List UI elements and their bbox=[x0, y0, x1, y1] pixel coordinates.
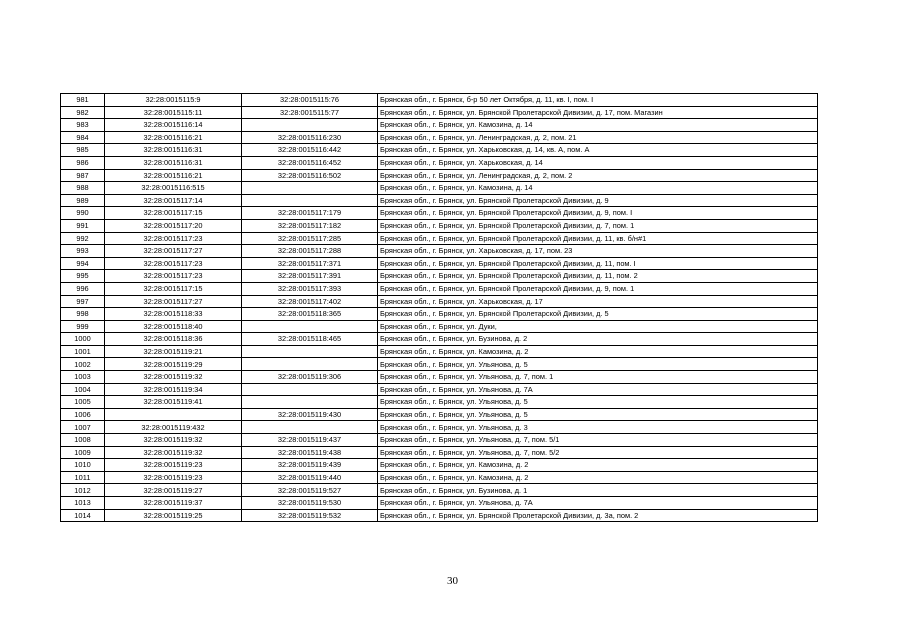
row-number-cell: 984 bbox=[61, 131, 105, 144]
address-cell: Брянская обл., г. Брянск, ул. Ленинградская, д. 2, пом. 2 bbox=[378, 169, 818, 182]
address-cell: Брянская обл., г. Брянск, ул. Ульянова, д. 5 bbox=[378, 358, 818, 371]
cadastral-object-cell: 32:28:0015119:430 bbox=[242, 408, 378, 421]
table-row bbox=[61, 182, 818, 195]
table-row bbox=[61, 396, 818, 409]
address-cell: Брянская обл., г. Брянск, ул. Ульянова, д. 5 bbox=[378, 396, 818, 409]
cadastral-object-cell: 32:28:0015117:179 bbox=[242, 207, 378, 220]
cadastral-parent-cell: 32:28:0015118:33 bbox=[105, 308, 242, 321]
cadastral-object-cell: 32:28:0015117:391 bbox=[242, 270, 378, 283]
address-cell: Брянская обл., г. Брянск, ул. Харьковская, д. 14 bbox=[378, 156, 818, 169]
table-row bbox=[61, 345, 818, 358]
table-row bbox=[61, 509, 818, 522]
row-number-cell: 983 bbox=[61, 119, 105, 132]
row-number-cell: 1007 bbox=[61, 421, 105, 434]
cadastral-parent-cell: 32:28:0015119:32 bbox=[105, 446, 242, 459]
cadastral-parent-cell: 32:28:0015119:23 bbox=[105, 471, 242, 484]
table-row bbox=[61, 333, 818, 346]
registry-table bbox=[60, 93, 818, 522]
cadastral-parent-cell: 32:28:0015116:515 bbox=[105, 182, 242, 195]
address-cell: Брянская обл., г. Брянск, ул. Дуки, bbox=[378, 320, 818, 333]
cadastral-object-cell bbox=[242, 182, 378, 195]
table-row bbox=[61, 282, 818, 295]
cadastral-object-cell bbox=[242, 358, 378, 371]
address-cell: Брянская обл., г. Брянск, ул. Ульянова, д. 7, пом. 5/2 bbox=[378, 446, 818, 459]
cadastral-parent-cell: 32:28:0015117:14 bbox=[105, 194, 242, 207]
row-number-cell: 1009 bbox=[61, 446, 105, 459]
address-cell: Брянская обл., г. Брянск, ул. Брянской Пролетарской Дивизии, д. 3а, пом. 2 bbox=[378, 509, 818, 522]
row-number-cell: 997 bbox=[61, 295, 105, 308]
cadastral-object-cell bbox=[242, 345, 378, 358]
table-row bbox=[61, 320, 818, 333]
address-cell: Брянская обл., г. Брянск, ул. Ульянова, д. 5 bbox=[378, 408, 818, 421]
table-row bbox=[61, 94, 818, 107]
table-row bbox=[61, 484, 818, 497]
row-number-cell: 982 bbox=[61, 106, 105, 119]
cadastral-parent-cell: 32:28:0015117:15 bbox=[105, 207, 242, 220]
cadastral-parent-cell: 32:28:0015116:21 bbox=[105, 169, 242, 182]
cadastral-parent-cell: 32:28:0015117:27 bbox=[105, 295, 242, 308]
address-cell: Брянская обл., г. Брянск, ул. Камозина, д. 14 bbox=[378, 119, 818, 132]
address-cell: Брянская обл., г. Брянск, ул. Ульянова, д. 7, пом. 1 bbox=[378, 371, 818, 384]
cadastral-object-cell bbox=[242, 194, 378, 207]
table-row bbox=[61, 131, 818, 144]
table-row bbox=[61, 169, 818, 182]
row-number-cell: 985 bbox=[61, 144, 105, 157]
row-number-cell: 1010 bbox=[61, 459, 105, 472]
cadastral-parent-cell: 32:28:0015119:29 bbox=[105, 358, 242, 371]
row-number-cell: 990 bbox=[61, 207, 105, 220]
address-cell: Брянская обл., г. Брянск, ул. Брянской Пролетарской Дивизии, д. 17, пом. Магазин bbox=[378, 106, 818, 119]
row-number-cell: 998 bbox=[61, 308, 105, 321]
cadastral-object-cell: 32:28:0015118:365 bbox=[242, 308, 378, 321]
address-cell: Брянская обл., г. Брянск, ул. Камозина, д. 2 bbox=[378, 459, 818, 472]
cadastral-object-cell: 32:28:0015119:438 bbox=[242, 446, 378, 459]
table-row bbox=[61, 295, 818, 308]
cadastral-object-cell: 32:28:0015119:440 bbox=[242, 471, 378, 484]
cadastral-object-cell: 32:28:0015115:76 bbox=[242, 94, 378, 107]
cadastral-object-cell: 32:28:0015119:527 bbox=[242, 484, 378, 497]
cadastral-parent-cell: 32:28:0015115:9 bbox=[105, 94, 242, 107]
cadastral-object-cell: 32:28:0015117:182 bbox=[242, 219, 378, 232]
cadastral-parent-cell: 32:28:0015117:27 bbox=[105, 245, 242, 258]
table-row bbox=[61, 459, 818, 472]
cadastral-parent-cell: 32:28:0015119:34 bbox=[105, 383, 242, 396]
cadastral-object-cell: 32:28:0015119:306 bbox=[242, 371, 378, 384]
table-row bbox=[61, 194, 818, 207]
address-cell: Брянская обл., г. Брянск, ул. Брянской Пролетарской Дивизии, д. 9, пом. 1 bbox=[378, 282, 818, 295]
row-number-cell: 995 bbox=[61, 270, 105, 283]
table-row bbox=[61, 270, 818, 283]
cadastral-object-cell: 32:28:0015117:393 bbox=[242, 282, 378, 295]
cadastral-object-cell: 32:28:0015116:502 bbox=[242, 169, 378, 182]
cadastral-parent-cell: 32:28:0015116:14 bbox=[105, 119, 242, 132]
table-row bbox=[61, 421, 818, 434]
cadastral-object-cell bbox=[242, 320, 378, 333]
cadastral-parent-cell: 32:28:0015117:23 bbox=[105, 232, 242, 245]
row-number-cell: 1005 bbox=[61, 396, 105, 409]
cadastral-parent-cell: 32:28:0015119:32 bbox=[105, 371, 242, 384]
address-cell: Брянская обл., г. Брянск, ул. Ленинградская, д. 2, пом. 21 bbox=[378, 131, 818, 144]
cadastral-object-cell bbox=[242, 396, 378, 409]
row-number-cell: 987 bbox=[61, 169, 105, 182]
table-row bbox=[61, 219, 818, 232]
cadastral-object-cell: 32:28:0015117:402 bbox=[242, 295, 378, 308]
row-number-cell: 1012 bbox=[61, 484, 105, 497]
table-row bbox=[61, 434, 818, 447]
row-number-cell: 1013 bbox=[61, 497, 105, 510]
cadastral-object-cell: 32:28:0015115:77 bbox=[242, 106, 378, 119]
table-row bbox=[61, 408, 818, 421]
table-row bbox=[61, 144, 818, 157]
row-number-cell: 981 bbox=[61, 94, 105, 107]
row-number-cell: 996 bbox=[61, 282, 105, 295]
address-cell: Брянская обл., г. Брянск, ул. Харьковская, д. 17, пом. 23 bbox=[378, 245, 818, 258]
row-number-cell: 1000 bbox=[61, 333, 105, 346]
row-number-cell: 989 bbox=[61, 194, 105, 207]
address-cell: Брянская обл., г. Брянск, ул. Ульянова, д. 7А bbox=[378, 383, 818, 396]
row-number-cell: 1003 bbox=[61, 371, 105, 384]
cadastral-object-cell bbox=[242, 119, 378, 132]
cadastral-object-cell: 32:28:0015116:452 bbox=[242, 156, 378, 169]
registry-table-body bbox=[61, 94, 818, 522]
address-cell: Брянская обл., г. Брянск, ул. Брянской Пролетарской Дивизии, д. 7, пом. 1 bbox=[378, 219, 818, 232]
address-cell: Брянская обл., г. Брянск, ул. Камозина, д. 2 bbox=[378, 345, 818, 358]
row-number-cell: 1008 bbox=[61, 434, 105, 447]
table-row bbox=[61, 156, 818, 169]
table-row bbox=[61, 207, 818, 220]
cadastral-parent-cell: 32:28:0015119:32 bbox=[105, 434, 242, 447]
table-row bbox=[61, 471, 818, 484]
cadastral-object-cell: 32:28:0015119:532 bbox=[242, 509, 378, 522]
cadastral-parent-cell: 32:28:0015119:21 bbox=[105, 345, 242, 358]
address-cell: Брянская обл., г. Брянск, ул. Брянской Пролетарской Дивизии, д. 9 bbox=[378, 194, 818, 207]
cadastral-parent-cell: 32:28:0015119:23 bbox=[105, 459, 242, 472]
address-cell: Брянская обл., г. Брянск, ул. Брянской Пролетарской Дивизии, д. 11, кв. б/н#1 bbox=[378, 232, 818, 245]
cadastral-parent-cell: 32:28:0015117:20 bbox=[105, 219, 242, 232]
cadastral-object-cell: 32:28:0015116:230 bbox=[242, 131, 378, 144]
cadastral-parent-cell: 32:28:0015119:41 bbox=[105, 396, 242, 409]
table-row bbox=[61, 245, 818, 258]
table-row bbox=[61, 308, 818, 321]
address-cell: Брянская обл., г. Брянск, ул. Брянской Пролетарской Дивизии, д. 11, пом. I bbox=[378, 257, 818, 270]
address-cell: Брянская обл., г. Брянск, ул. Харьковская, д. 14, кв. А, пом. А bbox=[378, 144, 818, 157]
cadastral-parent-cell: 32:28:0015118:40 bbox=[105, 320, 242, 333]
address-cell: Брянская обл., г. Брянск, б-р 50 лет Октября, д. 11, кв. I, пом. I bbox=[378, 94, 818, 107]
table-row bbox=[61, 257, 818, 270]
row-number-cell: 988 bbox=[61, 182, 105, 195]
cadastral-object-cell: 32:28:0015119:437 bbox=[242, 434, 378, 447]
table-row bbox=[61, 383, 818, 396]
address-cell: Брянская обл., г. Брянск, ул. Камозина, д. 14 bbox=[378, 182, 818, 195]
address-cell: Брянская обл., г. Брянск, ул. Брянской Пролетарской Дивизии, д. 5 bbox=[378, 308, 818, 321]
row-number-cell: 1014 bbox=[61, 509, 105, 522]
address-cell: Брянская обл., г. Брянск, ул. Брянской Пролетарской Дивизии, д. 9, пом. I bbox=[378, 207, 818, 220]
row-number-cell: 992 bbox=[61, 232, 105, 245]
cadastral-parent-cell: 32:28:0015119:432 bbox=[105, 421, 242, 434]
cadastral-object-cell: 32:28:0015118:465 bbox=[242, 333, 378, 346]
table-row bbox=[61, 232, 818, 245]
table-row bbox=[61, 446, 818, 459]
cadastral-object-cell: 32:28:0015116:442 bbox=[242, 144, 378, 157]
address-cell: Брянская обл., г. Брянск, ул. Брянской Пролетарской Дивизии, д. 11, пом. 2 bbox=[378, 270, 818, 283]
cadastral-parent-cell: 32:28:0015117:23 bbox=[105, 257, 242, 270]
cadastral-object-cell: 32:28:0015119:530 bbox=[242, 497, 378, 510]
cadastral-parent-cell bbox=[105, 408, 242, 421]
cadastral-parent-cell: 32:28:0015118:36 bbox=[105, 333, 242, 346]
table-row bbox=[61, 371, 818, 384]
cadastral-object-cell bbox=[242, 421, 378, 434]
row-number-cell: 993 bbox=[61, 245, 105, 258]
row-number-cell: 1011 bbox=[61, 471, 105, 484]
table-row bbox=[61, 106, 818, 119]
row-number-cell: 986 bbox=[61, 156, 105, 169]
address-cell: Брянская обл., г. Брянск, ул. Харьковская, д. 17 bbox=[378, 295, 818, 308]
cadastral-object-cell: 32:28:0015117:288 bbox=[242, 245, 378, 258]
address-cell: Брянская обл., г. Брянск, ул. Камозина, д. 2 bbox=[378, 471, 818, 484]
row-number-cell: 994 bbox=[61, 257, 105, 270]
table-row bbox=[61, 358, 818, 371]
row-number-cell: 991 bbox=[61, 219, 105, 232]
table-row bbox=[61, 497, 818, 510]
cadastral-parent-cell: 32:28:0015116:21 bbox=[105, 131, 242, 144]
cadastral-parent-cell: 32:28:0015119:25 bbox=[105, 509, 242, 522]
cadastral-object-cell bbox=[242, 383, 378, 396]
cadastral-object-cell: 32:28:0015117:371 bbox=[242, 257, 378, 270]
cadastral-parent-cell: 32:28:0015119:27 bbox=[105, 484, 242, 497]
cadastral-parent-cell: 32:28:0015116:31 bbox=[105, 156, 242, 169]
row-number-cell: 999 bbox=[61, 320, 105, 333]
page-number: 30 bbox=[447, 575, 458, 587]
row-number-cell: 1002 bbox=[61, 358, 105, 371]
address-cell: Брянская обл., г. Брянск, ул. Ульянова, д. 7, пом. 5/1 bbox=[378, 434, 818, 447]
row-number-cell: 1004 bbox=[61, 383, 105, 396]
cadastral-object-cell: 32:28:0015119:439 bbox=[242, 459, 378, 472]
row-number-cell: 1006 bbox=[61, 408, 105, 421]
cadastral-parent-cell: 32:28:0015117:23 bbox=[105, 270, 242, 283]
cadastral-parent-cell: 32:28:0015119:37 bbox=[105, 497, 242, 510]
address-cell: Брянская обл., г. Брянск, ул. Ульянова, д. 7А bbox=[378, 497, 818, 510]
cadastral-parent-cell: 32:28:0015117:15 bbox=[105, 282, 242, 295]
cadastral-object-cell: 32:28:0015117:285 bbox=[242, 232, 378, 245]
address-cell: Брянская обл., г. Брянск, ул. Бузинова, д. 2 bbox=[378, 333, 818, 346]
address-cell: Брянская обл., г. Брянск, ул. Бузинова, д. 1 bbox=[378, 484, 818, 497]
table-row bbox=[61, 119, 818, 132]
cadastral-parent-cell: 32:28:0015115:11 bbox=[105, 106, 242, 119]
address-cell: Брянская обл., г. Брянск, ул. Ульянова, д. 3 bbox=[378, 421, 818, 434]
cadastral-parent-cell: 32:28:0015116:31 bbox=[105, 144, 242, 157]
row-number-cell: 1001 bbox=[61, 345, 105, 358]
